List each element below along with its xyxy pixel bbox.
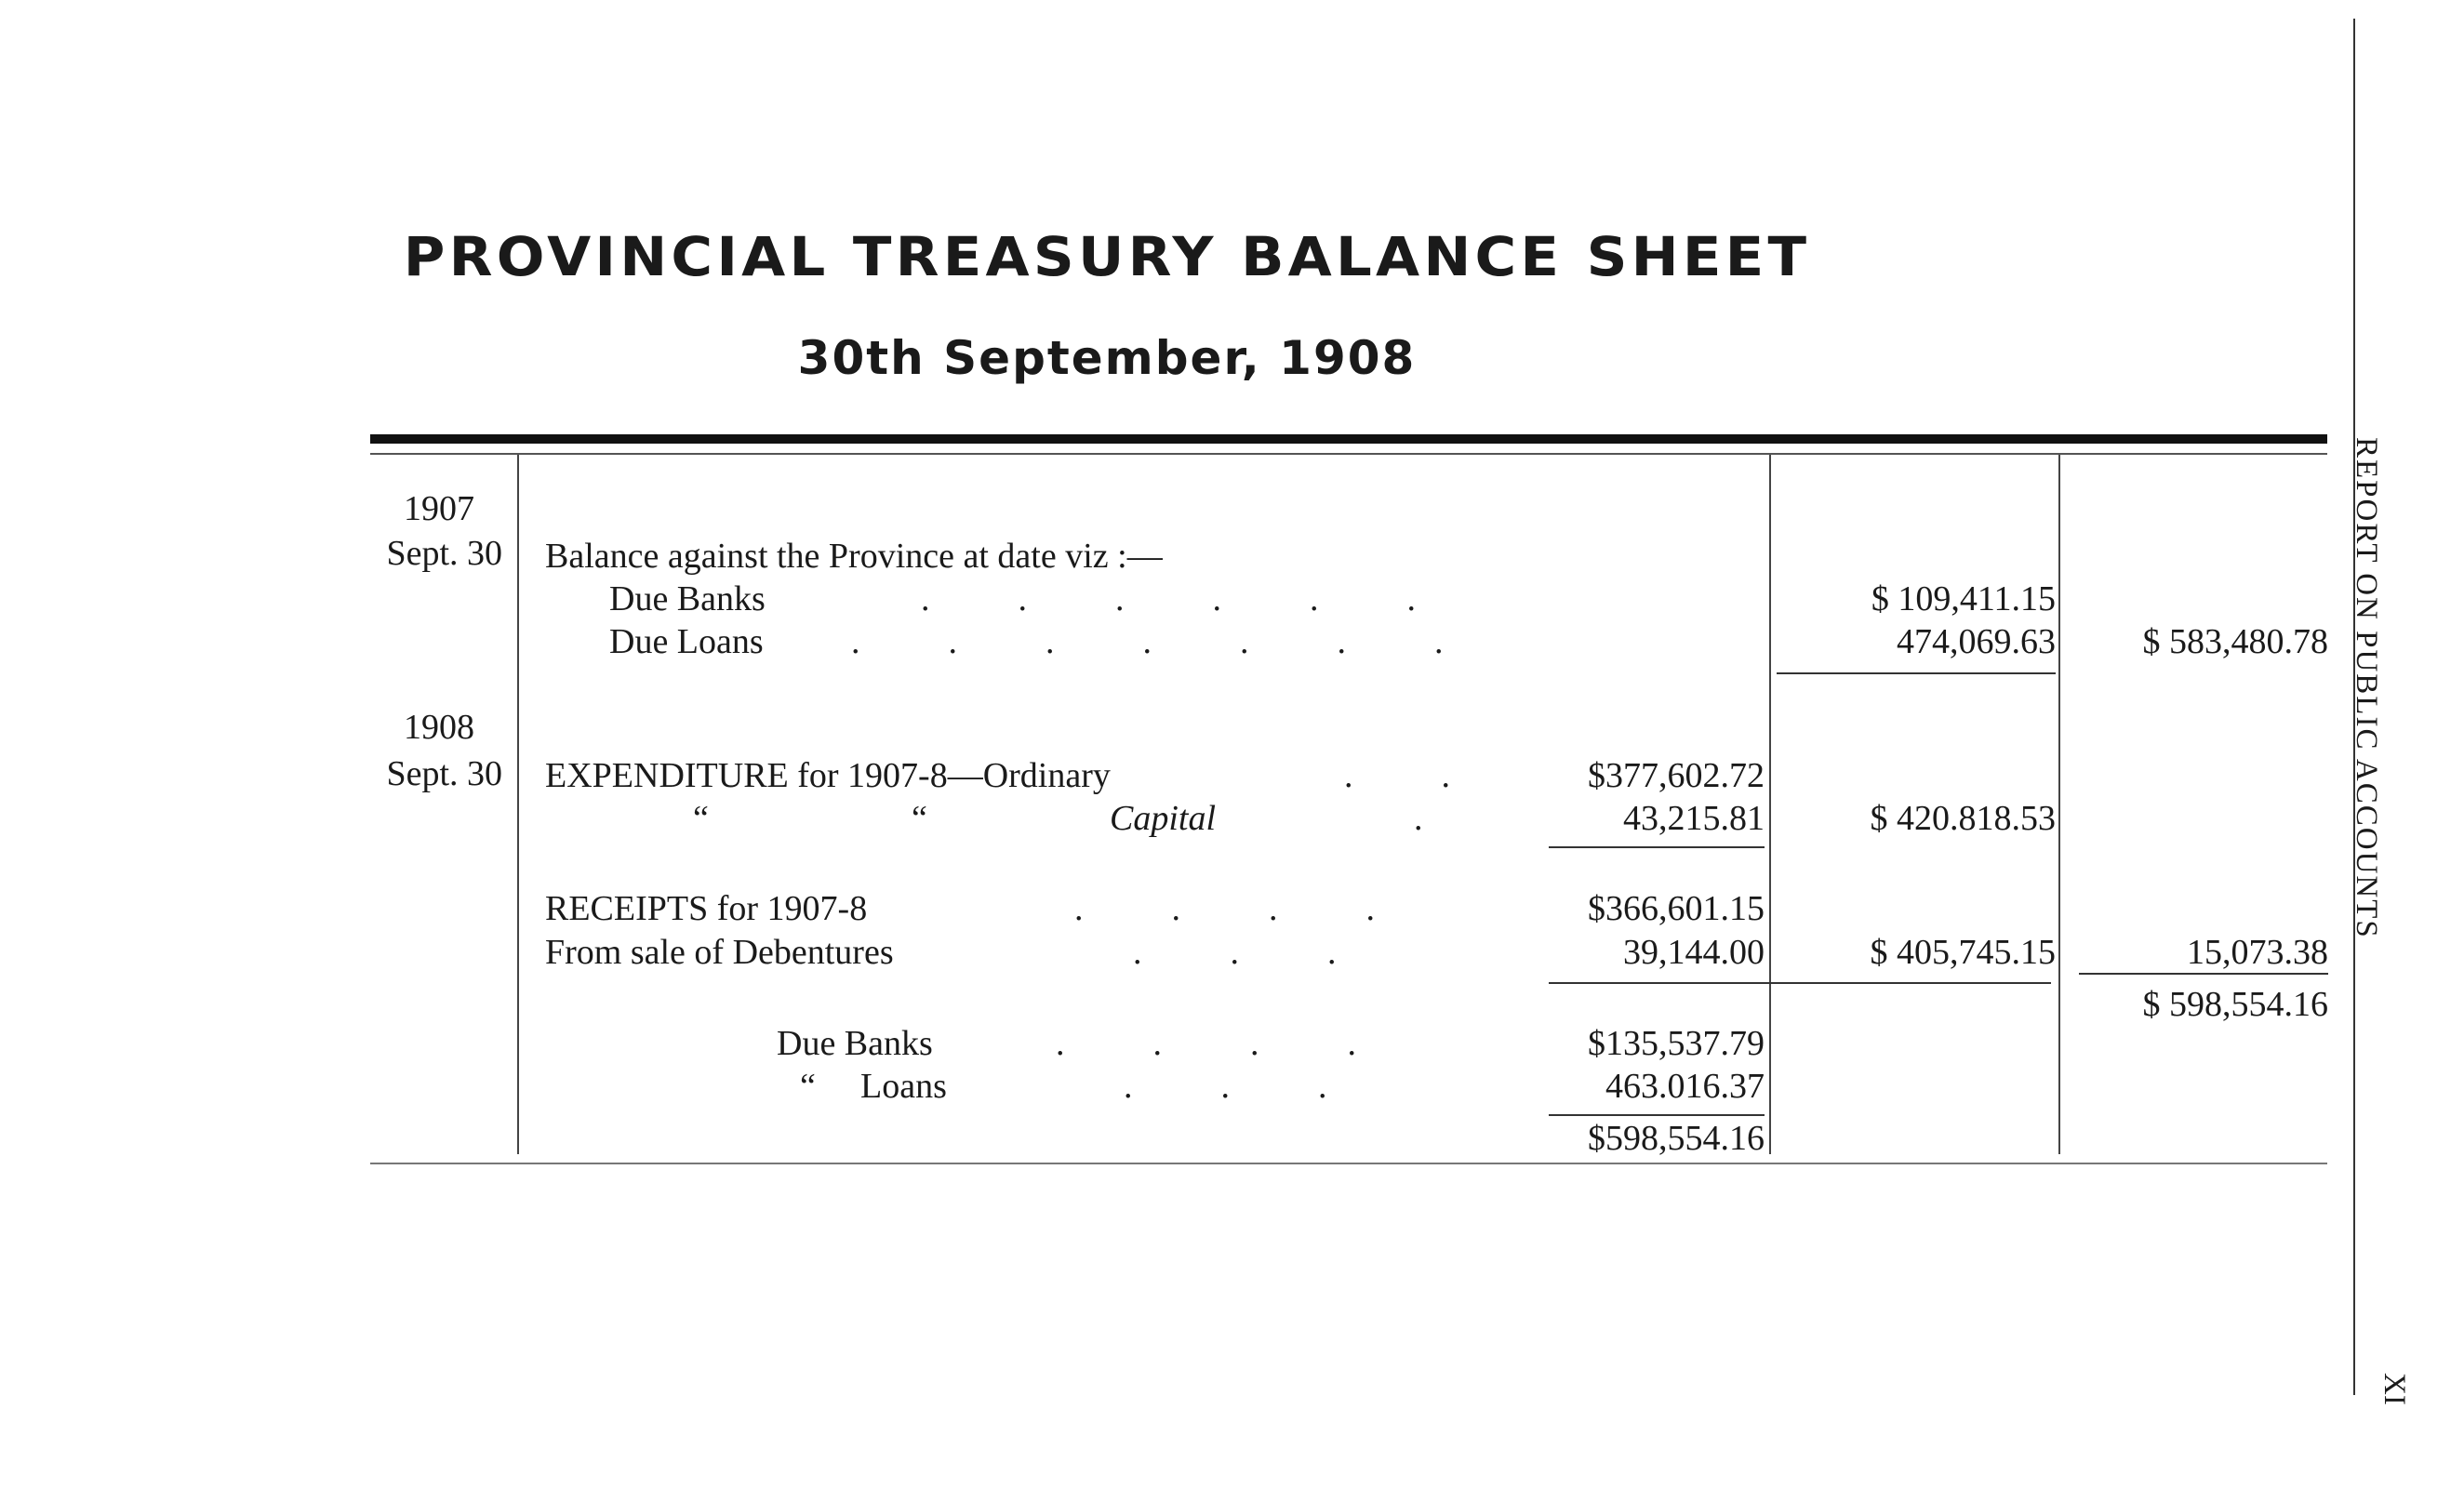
due-banks-amount: $ 109,411.15 (1871, 579, 2056, 618)
expenditure-label: EXPENDITURE for 1907-8—Ordinary (545, 756, 1111, 795)
expenditure-ordinary-amount: $377,602.72 (1588, 756, 1765, 795)
page-subtitle: 30th September, 1908 (797, 331, 1417, 385)
due-banks-label: Due Banks (609, 579, 766, 618)
receipts-subtotal-rule (1549, 982, 2051, 984)
expenditure-capital-leader: . (1414, 799, 1423, 838)
receipts-label: RECEIPTS for 1907-8 (545, 889, 868, 928)
debentures-label: From sale of Debentures (545, 933, 894, 972)
debentures-amount: 39,144.00 (1623, 933, 1765, 972)
page-title: PROVINCIAL TREASURY BALANCE SHEET (403, 225, 1811, 288)
header-thick-rule (370, 434, 2327, 444)
table-bottom-rule (370, 1163, 2327, 1164)
receipts-total: $ 405,745.15 (1870, 933, 2056, 972)
expenditure-capital-label: Capital (1110, 799, 1217, 838)
running-head-vertical: REPORT ON PUBLIC ACCOUNTS (2350, 437, 2383, 939)
page-number: XI (2377, 1373, 2411, 1405)
date-column-divider (517, 455, 519, 1154)
balance-subtotal-rule (1777, 672, 2056, 674)
due-banks-leader: . . . . . . (921, 579, 1416, 618)
grand-total-rule (2079, 973, 2328, 975)
due-subtotal-rule (1549, 1114, 1765, 1116)
due-loans-label: Due Loans (609, 622, 764, 661)
expenditure-ordinary-leader: . . (1344, 756, 1450, 795)
due-loans-final-leader: . . . (1124, 1067, 1327, 1106)
balance-total: $ 583,480.78 (2142, 622, 2328, 661)
expenditure-subtotal-rule (1549, 846, 1765, 848)
due-banks-final-label: Due Banks (777, 1024, 933, 1063)
amount-column-divider-2 (2058, 455, 2060, 1154)
due-loans-leader: . . . . . . . (851, 622, 1444, 661)
date-day-1907: Sept. 30 (386, 534, 502, 573)
receipts-difference: 15,073.38 (2187, 933, 2328, 972)
due-loans-ditto: “ (800, 1067, 816, 1106)
header-thin-rule (370, 453, 2327, 455)
due-total: $598,554.16 (1588, 1119, 1765, 1158)
date-year-1907: 1907 (404, 489, 474, 528)
due-banks-final-amount: $135,537.79 (1588, 1024, 1765, 1063)
date-year-1908: 1908 (404, 708, 474, 747)
expenditure-ditto-1: “ (693, 799, 709, 838)
due-banks-final-leader: . . . . (1056, 1024, 1356, 1063)
expenditure-capital-amount: 43,215.81 (1623, 799, 1765, 838)
date-day-1908: Sept. 30 (386, 754, 502, 793)
receipts-leader: . . . . (1074, 889, 1375, 928)
receipts-amount: $366,601.15 (1588, 889, 1765, 928)
due-loans-final-label: Loans (860, 1067, 947, 1106)
balance-heading: Balance against the Province at date viz :— (545, 537, 1163, 576)
debentures-leader: . . . (1133, 933, 1337, 972)
due-loans-amount: 474,069.63 (1897, 622, 2056, 661)
expenditure-total: $ 420.818.53 (1870, 799, 2056, 838)
due-loans-final-amount: 463.016.37 (1605, 1067, 1765, 1106)
expenditure-ditto-2: “ (912, 799, 927, 838)
grand-total: $ 598,554.16 (2142, 985, 2328, 1024)
